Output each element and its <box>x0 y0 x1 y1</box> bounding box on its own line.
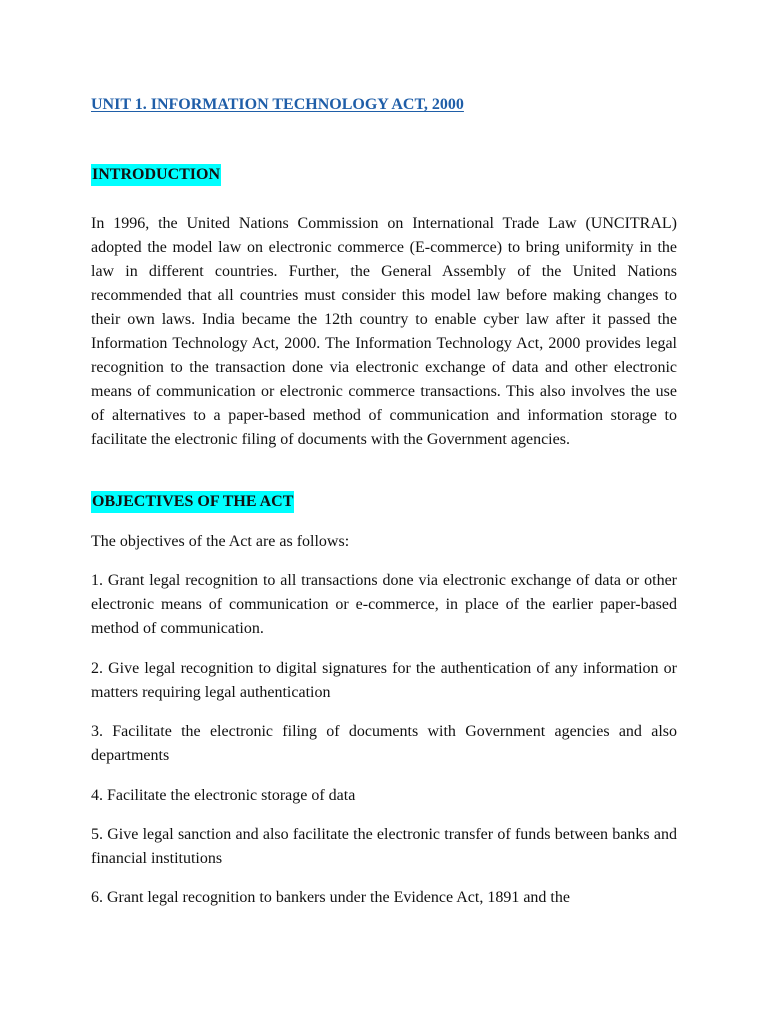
objectives-heading: OBJECTIVES OF THE ACT <box>91 491 294 513</box>
introduction-paragraph: In 1996, the United Nations Commission on International Trade Law (UNCITRAL) adopted the model law on electronic commerce (E-commerce) to bring uniformity in the law in different countries. Further, the General Assembly of the United Nations recommended that all countries must consider this model law before making changes to their own laws. India became the 12th country to enable cyber law after it passed the Information Technology Act, 2000. The Information Technology Act, 2000 provides legal recognition to the transaction done via electronic exchange of data and other electronic means of communication or electronic commerce transactions. This also involves the use of alternatives to a paper-based method of communication and information storage to facilitate the electronic filing of documents with the Government agencies. <box>91 215 677 448</box>
objective-item-2: 2. Give legal recognition to digital signatures for the authentication of any information or matters requiring legal authentication <box>91 660 677 701</box>
objective-item-3: 3. Facilitate the electronic filing of documents with Government agencies and also departments <box>91 723 677 764</box>
objective-item-5: 5. Give legal sanction and also facilitate the electronic transfer of funds between banks and financial institutions <box>91 826 677 867</box>
objective-item-1: 1. Grant legal recognition to all transactions done via electronic exchange of data or other electronic means of communication or e-commerce, in place of the earlier paper-based method of communication. <box>91 572 677 637</box>
introduction-heading: INTRODUCTION <box>91 164 221 186</box>
objective-item-6: 6. Grant legal recognition to bankers under the Evidence Act, 1891 and the <box>91 889 570 906</box>
objective-item-4: 4. Facilitate the electronic storage of data <box>91 787 356 804</box>
document-title: UNIT 1. INFORMATION TECHNOLOGY ACT, 2000 <box>91 96 464 113</box>
objectives-lead-paragraph: The objectives of the Act are as follows: <box>91 533 350 550</box>
